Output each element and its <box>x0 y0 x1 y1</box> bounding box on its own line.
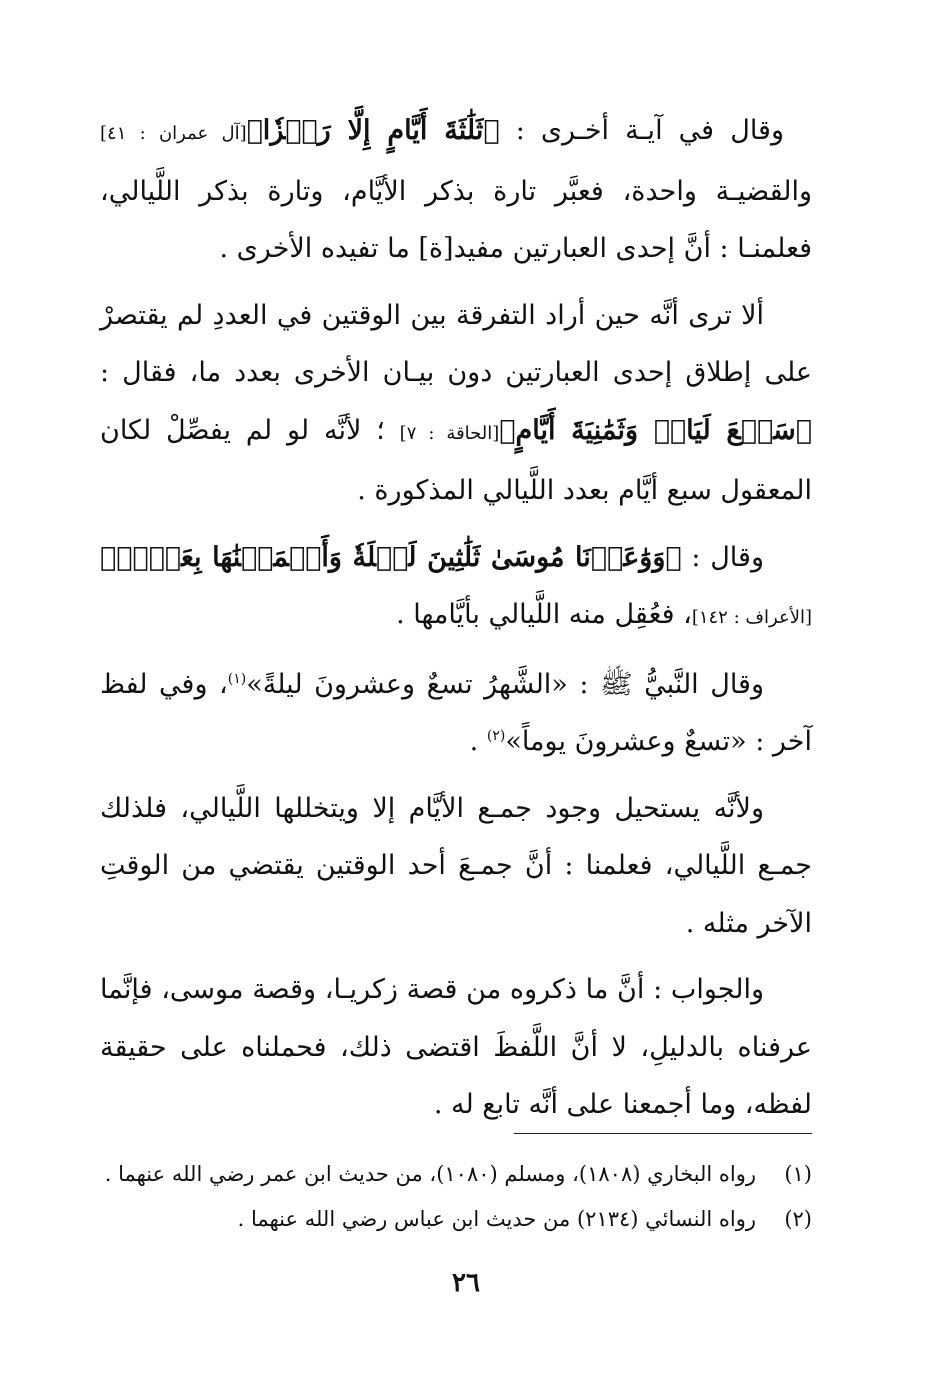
paragraph <box>100 961 812 1134</box>
body-text: ، فعُقِل منه اللَّيالي بأيَّامها . <box>396 599 692 630</box>
paragraph <box>100 656 812 771</box>
body-text: وقال في آيـة أخـرى : <box>499 115 784 146</box>
body-text: ولأنَّه يستحيل وجود جمـع الأيَّام إلا ويتخللها اللَّيالي، فلذلك جمـع اللَّيالي، فعلمنا : أنَّ جمـعَ أحد الوقتين يقتضي من الوقتِ الآخر مثله . <box>100 792 812 939</box>
footnote-separator <box>514 1133 812 1134</box>
body-text: ألا ترى أنَّه حين أراد التفرقة بين الوقتين في العددِ لم يقتصرْ على إطلاق إحدى العبارتين دون بيـان الأخرى بعدد ما، فقال : <box>100 299 812 388</box>
footnote-marker: (١) <box>227 670 247 687</box>
body-text: ؛ لأنَّه لو لم يفصِّلْ لكان المعقول سبع أيَّام بعدد اللَّيالي المذكورة . <box>100 414 812 506</box>
body-text: ، وفي لفظ آخر : «تسعٌ وعشرونَ يوماً» <box>100 668 812 757</box>
paragraph <box>100 102 812 278</box>
quran-verse: ﴿سَبۡعَ لَيَالٖ وَثَمَٰنِيَةَ أَيَّامٍ﴾ <box>499 414 812 446</box>
body-text: وقال النَّبيُّ ﷺ : «الشَّهرُ تسعٌ وعشرونَ ليلةً» <box>246 668 765 700</box>
main-text <box>100 102 812 1143</box>
footnote-text: رواه النسائي (٢١٣٤) من حديث ابن عباس رضي الله عنهما . <box>237 1207 756 1231</box>
footnote-number: (١) <box>784 1162 812 1186</box>
body-text: والقضيـة واحدة، فعبَّر تارة بذكر الأيَّام، وتارة بذكر اللَّيالي، فعلمنـا : أنَّ إحدى العبارتين مفيد[ة] ما تفيده الأخرى . <box>100 175 812 264</box>
quran-verse: ﴿وَوَٰعَدۡنَا مُوسَىٰ ثَلَٰثِينَ لَيۡلَةٗ وَأَتۡمَمۡنَٰهَا بِعَشۡرٖ﴾ <box>100 541 682 573</box>
paragraph <box>100 780 812 953</box>
quran-verse: ﴿ثَلَٰثَةَ أَيَّامٍ إِلَّا رَمۡزٗا﴾ <box>246 115 500 146</box>
footnote-2 <box>100 1197 812 1242</box>
paragraph <box>100 287 812 520</box>
verse-reference: [الحاقة : ٧] <box>399 422 500 444</box>
verse-reference: [آل عمران : ٤١] <box>100 123 247 144</box>
footnote-marker: (٢) <box>486 728 506 744</box>
body-text: . <box>469 726 487 757</box>
body-text: والجواب : أنَّ ما ذكروه من قصة زكريـا، وقصة موسى، فإنَّما عرفناه بالدليلِ، لا أنَّ اللَّفظَ اقتضى ذلك، فحملناه على حقيقة لفظه، وما أجمعنا على أنَّه تابع له . <box>100 974 812 1120</box>
paragraph <box>100 529 812 647</box>
footnote-1 <box>100 1152 812 1197</box>
footnotes <box>100 1152 812 1242</box>
footnote-text: رواه البخاري (١٨٠٨)، ومسلم (١٠٨٠)، من حديث ابن عمر رضي الله عنهما . <box>104 1162 756 1186</box>
verse-reference: [الأعراف : ١٤٢] <box>691 607 812 628</box>
page-number: ٢٦ <box>452 1268 480 1298</box>
body-text: وقال : <box>681 541 764 573</box>
footnote-number: (٢) <box>784 1207 812 1231</box>
